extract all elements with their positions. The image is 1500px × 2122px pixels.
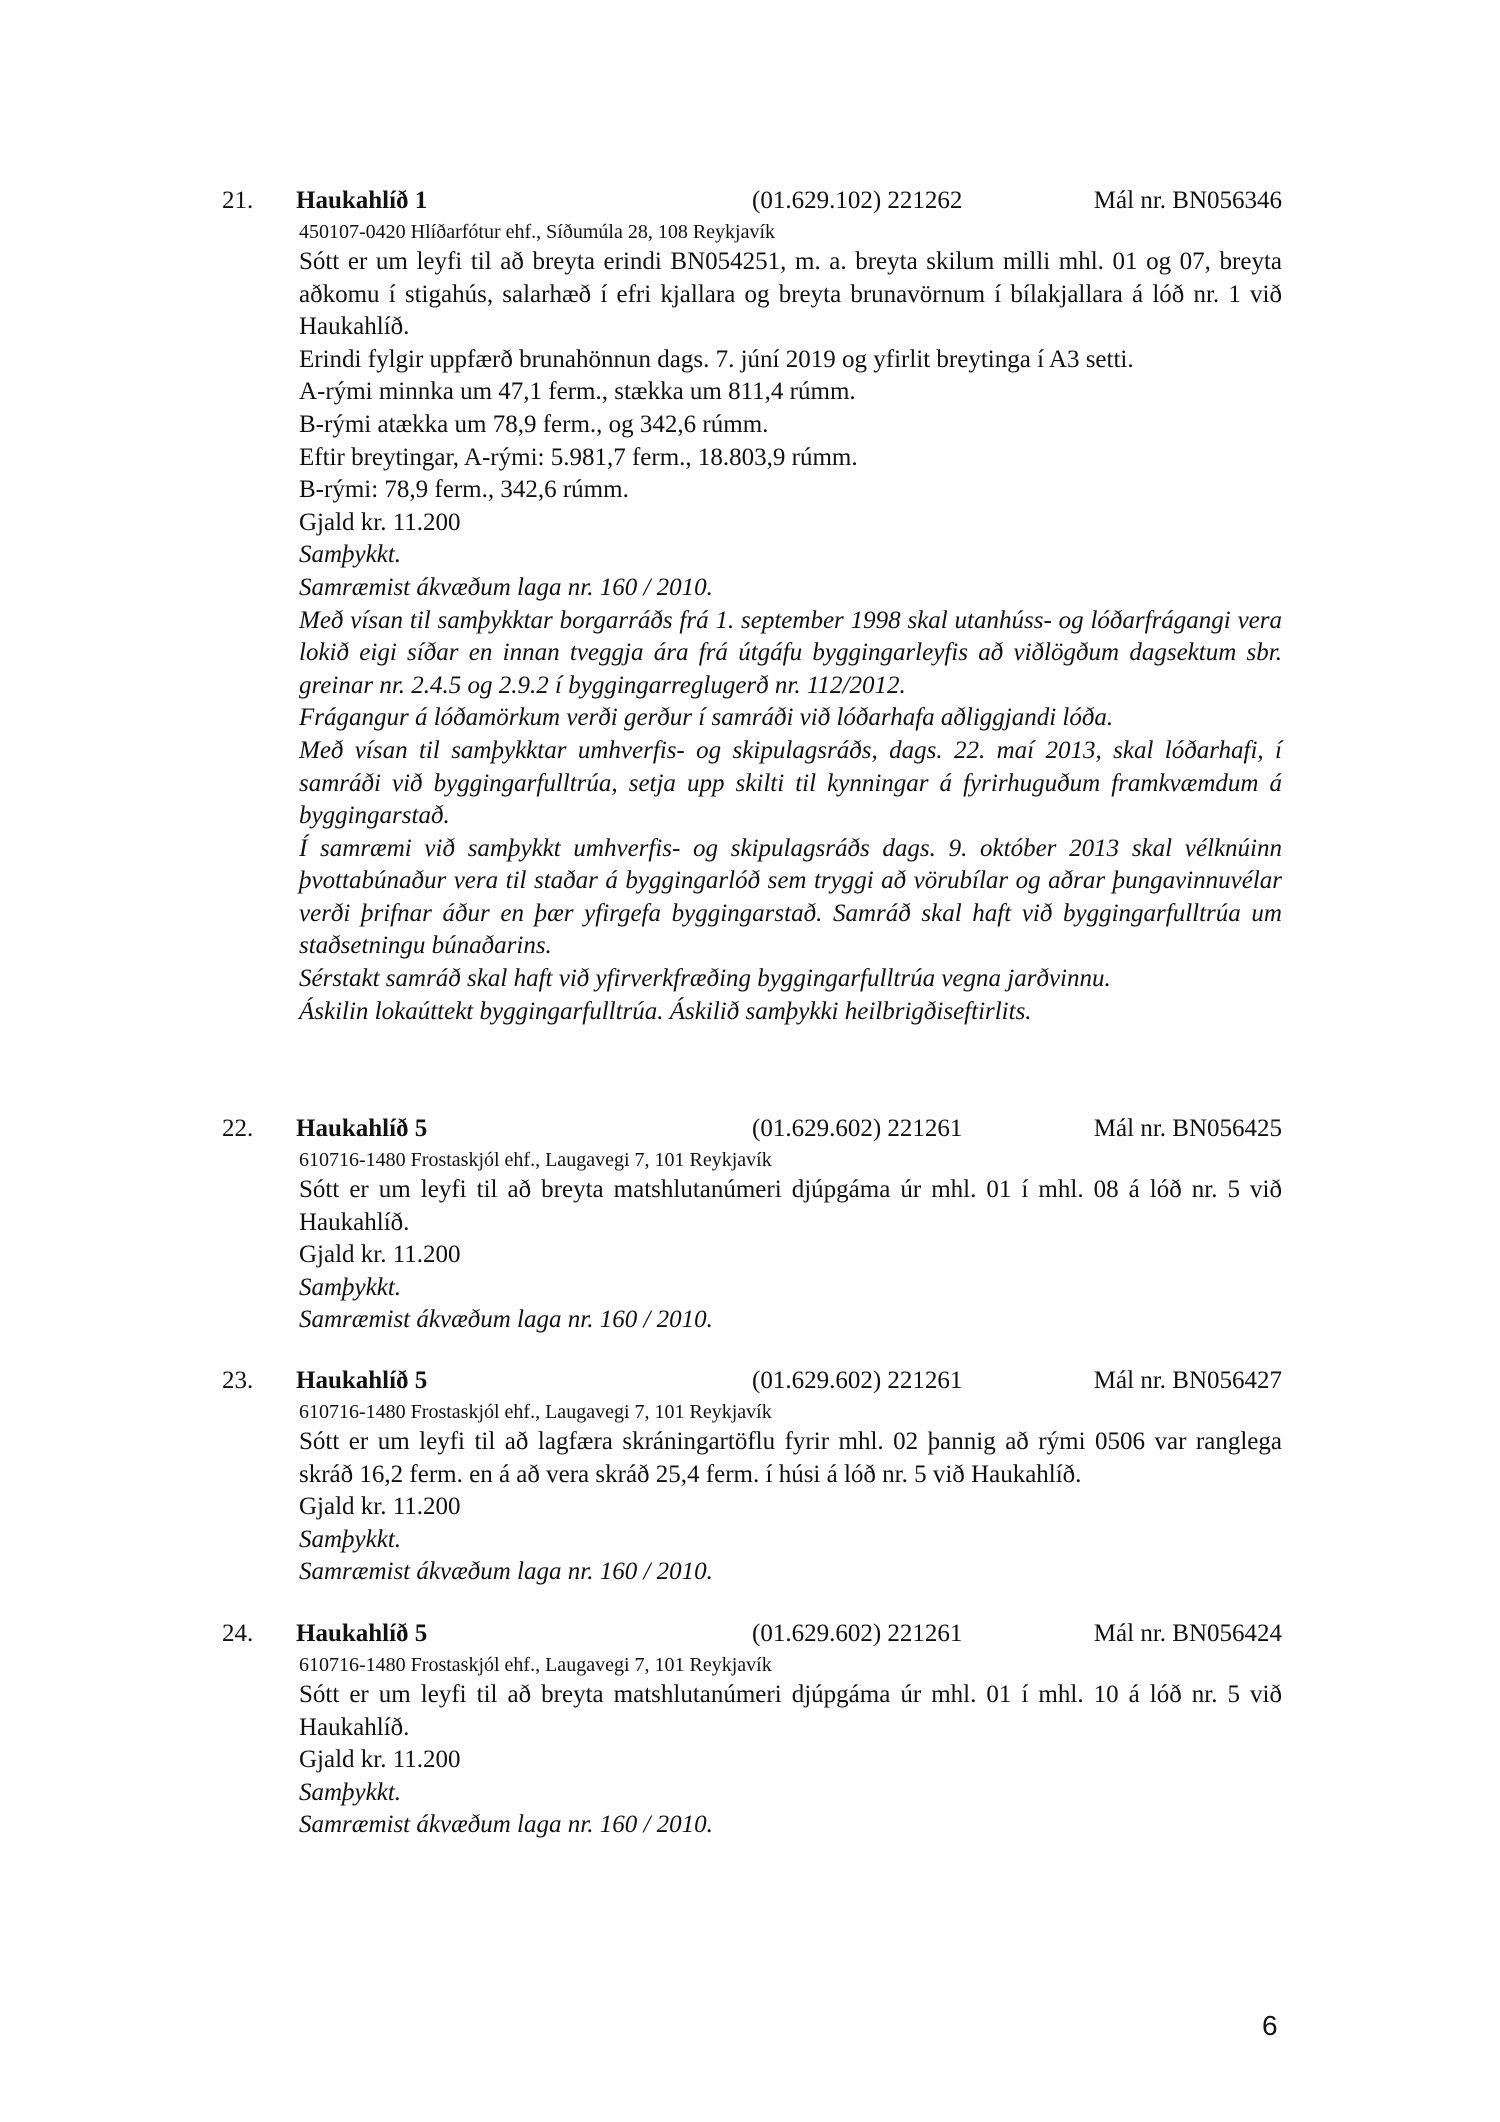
entry-reference: (01.629.602) 221261 (752, 1367, 963, 1394)
entry-condition: Frágangur á lóðamörkum verði gerður í samráði við lóðarhafa aðliggjandi lóða. (299, 704, 1114, 732)
entry-address: Haukahlíð 1 (296, 187, 428, 214)
entry-condition: Með vísan til samþykktar borgarráðs frá 1. september 1998 skal utanhúss- og lóðarfrágangi vera lokið eigi síðar en innan tveggja ára frá útgáfu byggingarleyfis að viðlögðum dagsektum sbr. greinar nr. 2.4.5 og 2.9.2 í byggingarreglugerð nr. 112/2012. (299, 606, 1282, 699)
entry-header (222, 1364, 1282, 1398)
entry-detail: Eftir breytingar, A-rými: 5.981,7 ferm., 18.803,9 rúmm. (299, 443, 858, 471)
entry-applicant: 610716-1480 Frostaskjól ehf., Laugavegi 7, 101 Reykjavík (299, 1401, 772, 1423)
entry-detail: A-rými minnka um 47,1 ferm., stækka um 811,4 rúmm. (299, 378, 856, 406)
entry-header (222, 184, 1282, 218)
entry-detail: Erindi fylgir uppfærð brunahönnun dags. 7. júní 2019 og yfirlit breytinga í A3 setti. (299, 345, 1134, 373)
entry-21 (222, 184, 1282, 1028)
entry-law: Samræmist ákvæðum laga nr. 160 / 2010. (299, 1306, 713, 1334)
entry-fee: Gjald kr. 11.200 (299, 1241, 461, 1269)
entry-case-number: Mál nr. BN056346 (1093, 187, 1282, 214)
entry-header (222, 1112, 1282, 1146)
entry-description: Sótt er um leyfi til að lagfæra skráningartöflu fyrir mhl. 02 þannig að rými 0506 var ranglega skráð 16,2 ferm. en á að vera skráð 25,4 ferm. í húsi á lóð nr. 5 við Haukahlíð. (299, 1428, 1282, 1488)
entry-applicant: 610716-1480 Frostaskjól ehf., Laugavegi 7, 101 Reykjavík (299, 1654, 772, 1676)
entry-fee: Gjald kr. 11.200 (299, 1746, 461, 1774)
entry-header (222, 1617, 1282, 1651)
entry-body (299, 1398, 1282, 1589)
entry-reference: (01.629.602) 221261 (752, 1620, 963, 1647)
entry-condition: Sérstakt samráð skal haft við yfirverkfræðing byggingarfulltrúa vegna jarðvinnu. (299, 965, 1111, 993)
page-number: 6 (1262, 2010, 1278, 2041)
entry-number: 24. (222, 1620, 254, 1647)
entry-number: 21. (222, 187, 254, 214)
entry-body (299, 218, 1282, 1028)
entry-address: Haukahlíð 5 (296, 1367, 428, 1394)
entry-22 (222, 1112, 1282, 1337)
entry-description: Sótt er um leyfi til að breyta matshlutanúmeri djúpgáma úr mhl. 01 í mhl. 10 á lóð nr. 5 við Haukahlíð. (299, 1681, 1282, 1741)
entry-reference: (01.629.602) 221261 (752, 1115, 963, 1142)
entry-23 (222, 1364, 1282, 1589)
entry-law: Samræmist ákvæðum laga nr. 160 / 2010. (299, 1811, 713, 1839)
entry-condition: Í samræmi við samþykkt umhverfis- og skipulagsráðs dags. 9. október 2013 skal vélknúinn þvottabúnaður vera til staðar á byggingarlóð sem tryggi að vörubílar og aðrar þungavinnuvélar verði þrifnar áður en þær yfirgefa byggingarstað. Samráð skal haft við byggingarfulltrúa um staðsetningu búnaðarins. (299, 834, 1282, 960)
entry-number: 23. (222, 1367, 254, 1394)
entry-reference: (01.629.102) 221262 (752, 187, 963, 214)
entry-fee: Gjald kr. 11.200 (299, 508, 461, 536)
entry-address: Haukahlíð 5 (296, 1620, 428, 1647)
entry-number: 22. (222, 1115, 254, 1142)
entry-applicant: 450107-0420 Hlíðarfótur ehf., Síðumúla 28, 108 Reykjavík (299, 221, 776, 243)
entry-decision: Samþykkt. (299, 1273, 402, 1301)
entry-case-number: Mál nr. BN056427 (1093, 1367, 1282, 1394)
entry-fee: Gjald kr. 11.200 (299, 1493, 461, 1521)
entry-case-number: Mál nr. BN056425 (1093, 1115, 1282, 1142)
entry-address: Haukahlíð 5 (296, 1115, 428, 1142)
entry-detail: B-rými atækka um 78,9 ferm., og 342,6 rúmm. (299, 410, 769, 438)
entry-decision: Samþykkt. (299, 1525, 402, 1553)
entry-applicant: 610716-1480 Frostaskjól ehf., Laugavegi 7, 101 Reykjavík (299, 1149, 772, 1171)
entry-body (299, 1651, 1282, 1842)
entry-24 (222, 1617, 1282, 1842)
entry-law: Samræmist ákvæðum laga nr. 160 / 2010. (299, 1558, 713, 1586)
entry-description: Sótt er um leyfi til að breyta matshlutanúmeri djúpgáma úr mhl. 01 í mhl. 08 á lóð nr. 5 við Haukahlíð. (299, 1176, 1282, 1236)
entry-decision: Samþykkt. (299, 1778, 402, 1806)
entry-case-number: Mál nr. BN056424 (1093, 1620, 1282, 1647)
entry-decision: Samþykkt. (299, 541, 402, 569)
entry-description: Sótt er um leyfi til að breyta erindi BN054251, m. a. breyta skilum milli mhl. 01 og 07, breyta aðkomu í stigahús, salarhæð í efri kjallara og breyta brunavörnum í bílakjallara á lóð nr. 1 við Haukahlíð. (299, 248, 1282, 341)
entry-law: Samræmist ákvæðum laga nr. 160 / 2010. (299, 573, 713, 601)
entry-condition: Áskilin lokaúttekt byggingarfulltrúa. Áskilið samþykki heilbrigðiseftirlits. (299, 997, 1032, 1025)
entry-body (299, 1146, 1282, 1337)
entry-condition: Með vísan til samþykktar umhverfis- og skipulagsráðs, dags. 22. maí 2013, skal lóðarhafi, í samráði við byggingarfulltrúa, setja upp skilti til kynningar á fyrirhuguðum framkvæmdum á byggingarstað. (299, 736, 1282, 830)
entry-detail: B-rými: 78,9 ferm., 342,6 rúmm. (299, 476, 629, 504)
